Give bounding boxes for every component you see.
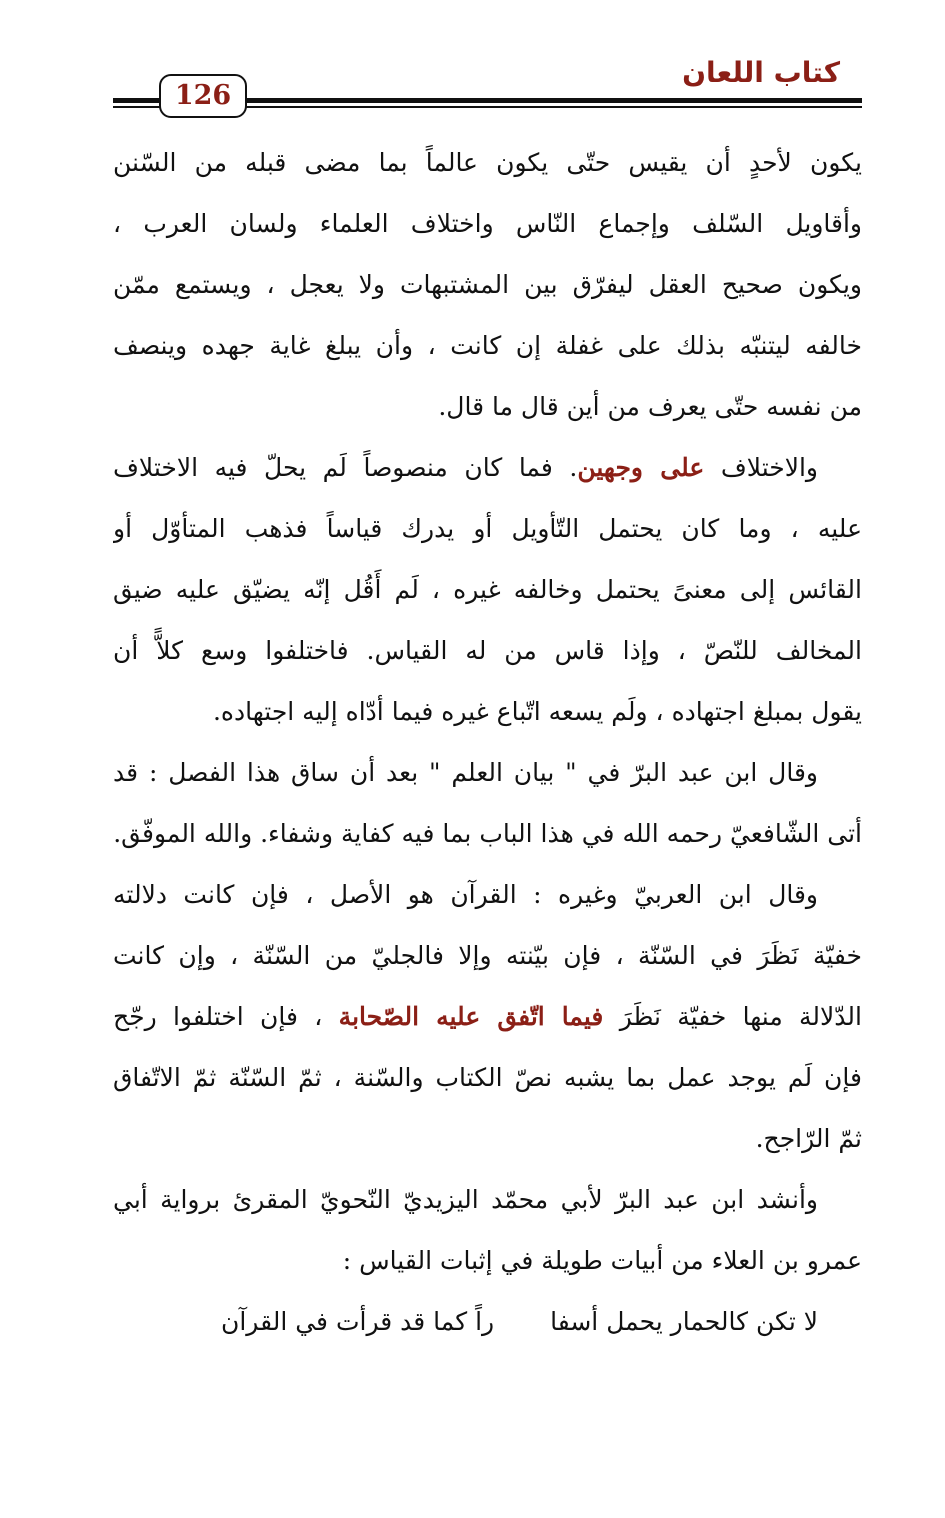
text-line: أتى الشّافعيّ رحمه الله في هذا الباب بما فيه كفاية وشفاء. والله الموفّق. — [113, 819, 862, 848]
text-line: وأنشد ابن عبد البرّ لأبي محمّد اليزيديّ النّحويّ المقرئ برواية أبي — [113, 1185, 818, 1214]
text-line: المخالف للنّصّ ، وإذا قاس من له القياس. فاختلفوا وسع كلاًّ أن — [113, 636, 862, 665]
highlight-text: على وجهين — [577, 453, 705, 482]
poem-verse — [113, 1291, 862, 1352]
page-number: 126 — [159, 74, 247, 118]
text-line: وقال ابن عبد البرّ في " بيان العلم " بعد أن ساق هذا الفصل : قد — [113, 758, 818, 787]
text-line: عمرو بن العلاء من أبيات طويلة في إثبات القياس : — [342, 1246, 862, 1275]
text-line: يقول بمبلغ اجتهاده ، ولَم يسعه اتّباع غيره فيما أدّاه إليه اجتهاده. — [212, 697, 862, 726]
verse-second-half: راً كما قد قرأت في القرآن — [220, 1307, 495, 1336]
text-span: . فما كان منصوصاً لَم يحلّ فيه الاختلاف — [113, 453, 578, 482]
book-title: كتاب اللعان — [682, 56, 840, 89]
body-text — [113, 132, 862, 1352]
text-span: ، فإن اختلفوا رجّح — [113, 1002, 339, 1031]
highlight-text: فيما اتّفق عليه الصّحابة — [338, 1002, 604, 1031]
text-span: والاختلاف — [704, 453, 818, 482]
text-line: ويكون صحيح العقل ليفرّق بين المشتبهات ولا يعجل ، ويستمع ممّن — [113, 270, 862, 299]
text-line: وأقاويل السّلف وإجماع النّاس واختلاف العلماء ولسان العرب ، — [113, 209, 862, 238]
verse-first-half: لا تكن كالحمار يحمل أسفا — [550, 1307, 818, 1336]
text-line: فإن لَم يوجد عمل بما يشبه نصّ الكتاب والسّنة ، ثمّ السّنّة ثمّ الاتّفاق — [113, 1063, 862, 1092]
text-line: ثمّ الرّاجح. — [755, 1124, 862, 1153]
text-line: يكون لأحدٍ أن يقيس حتّى يكون عالماً بما مضى قبله من السّنن — [113, 148, 862, 177]
text-line: القائس إلى معنىً يحتمل وخالفه غيره ، لَم أَقُل إنّه يضيّق عليه ضيق — [113, 575, 862, 604]
text-line — [113, 437, 862, 498]
text-line: عليه ، وما كان يحتمل التّأويل أو يدرك قياساً فذهب المتأوّل أو — [113, 514, 862, 543]
text-span: الدّلالة منها خفيّة نَظَرَ — [603, 1002, 862, 1031]
text-line: خالفه ليتنبّه بذلك على غفلة إن كانت ، وأن يبلغ غاية جهده وينصف — [113, 331, 862, 360]
text-line: وقال ابن العربيّ وغيره : القرآن هو الأصل ، فإن كانت دلالته — [113, 880, 818, 909]
text-line: خفيّة نَظَرَ في السّنّة ، فإن بيّنته وإلا فالجليّ من السّنّة ، وإن كانت — [113, 941, 862, 970]
text-line: من نفسه حتّى يعرف من أين قال ما قال. — [438, 392, 862, 421]
page-header — [113, 52, 862, 112]
text-line — [113, 986, 862, 1047]
